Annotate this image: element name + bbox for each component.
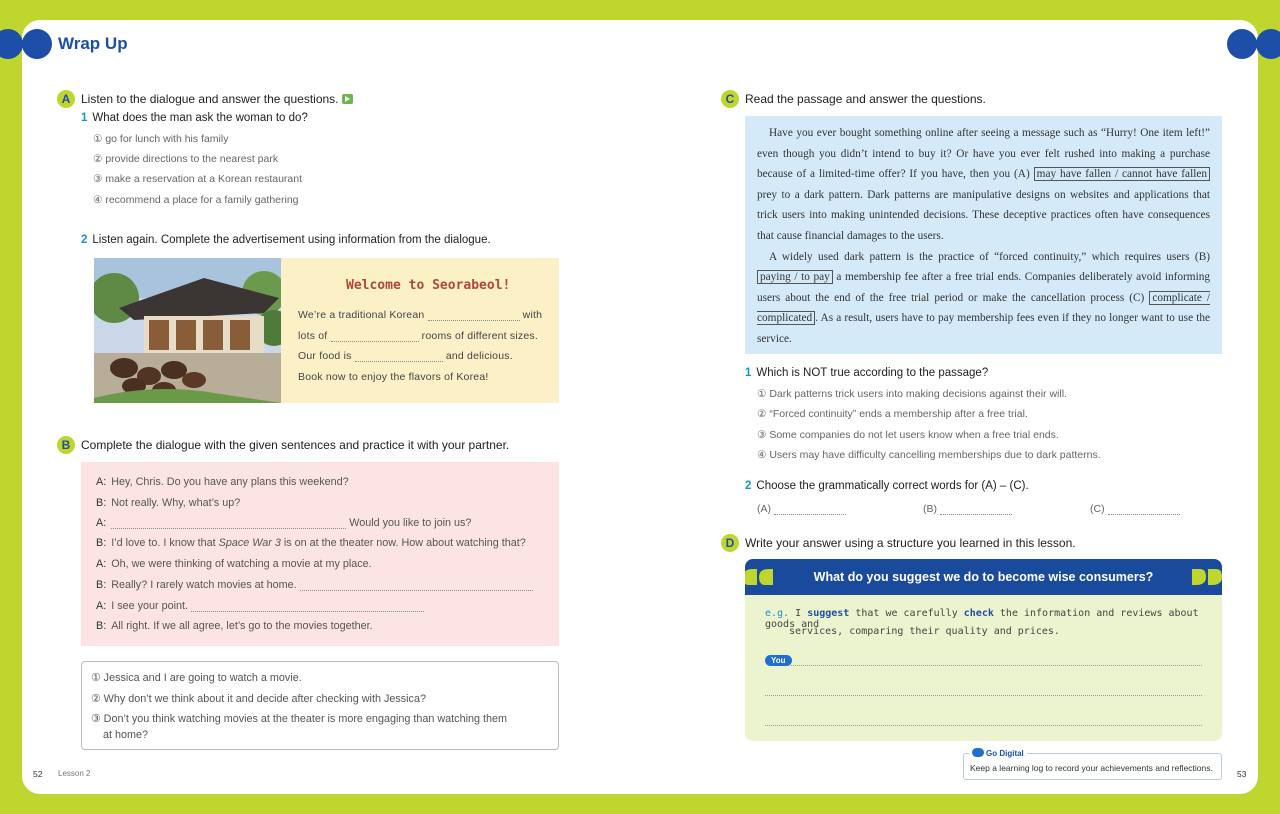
answer-blank[interactable] — [111, 528, 346, 529]
reading-passage — [745, 116, 1222, 354]
answer-a: (A) — [757, 503, 846, 515]
answer-c: (C) — [1090, 503, 1180, 515]
hanok-photo — [94, 258, 281, 403]
ad-title: Welcome to Seorabeol! — [346, 278, 511, 293]
answer-blank[interactable] — [1108, 514, 1180, 515]
answer-blank[interactable] — [331, 341, 419, 342]
dialogue-line: A: I see your point. — [96, 600, 424, 612]
dialogue-line: B: All right. If we all agree, let’s go to the movies together. — [96, 620, 373, 632]
choice-box-a[interactable]: may have fallen / cannot have fallen — [1034, 167, 1210, 181]
section-c-badge: C — [721, 90, 739, 108]
option[interactable]: ④ Users may have difficulty cancelling memberships due to dark patterns. — [757, 449, 1101, 461]
lesson-label: Lesson 2 — [58, 769, 91, 778]
question-c1: 1 Which is NOT true according to the passage? — [745, 367, 989, 379]
section-a-badge: A — [57, 90, 75, 108]
option[interactable]: ④ recommend a place for a family gathering — [93, 194, 299, 206]
section-d-instruction: Write your answer using a structure you learned in this lesson. — [745, 536, 1076, 550]
choices-box — [81, 661, 559, 750]
choice-box-b[interactable]: paying / to pay — [757, 270, 833, 284]
section-c-instruction: Read the passage and answer the questions. — [745, 92, 986, 106]
question-c2: 2 Choose the grammatically correct words for (A) – (C). — [745, 480, 1029, 492]
go-digital-box[interactable] — [963, 749, 1222, 780]
quote-close-icon — [1190, 567, 1222, 587]
choice[interactable]: ① Jessica and I are going to watch a movie. — [91, 672, 302, 684]
dialogue-line: B: Not really. Why, what’s up? — [96, 497, 241, 509]
ad-line: Our food is and delicious. — [298, 350, 513, 362]
example-sentence: e.g. I suggest that we carefully check the information and reviews about goods and — [765, 608, 1199, 630]
dialogue-box — [81, 462, 559, 646]
dialogue-line: B: Really? I rarely watch movies at home. — [96, 579, 533, 591]
cloud-icon — [972, 748, 984, 757]
writing-panel — [745, 559, 1222, 741]
page-number-right: 53 — [1237, 769, 1247, 779]
writing-line[interactable] — [765, 725, 1202, 726]
answer-blank[interactable] — [774, 514, 846, 515]
option[interactable]: ③ make a reservation at a Korean restaurant — [93, 173, 303, 185]
option[interactable]: ② “Forced continuity” ends a membership after a free trial. — [757, 408, 1028, 420]
answer-blank[interactable] — [191, 611, 424, 612]
question-a1: 1 What does the man ask the woman to do? — [81, 112, 308, 124]
dialogue-line: B: I’d love to. I know that Space War 3 is on at the theater now. How about watching that? — [96, 537, 526, 549]
section-d-badge: D — [721, 534, 739, 552]
you-label: You — [765, 655, 792, 666]
quote-open-icon — [745, 567, 777, 587]
option[interactable]: ② provide directions to the nearest park — [93, 153, 279, 165]
question-a2: 2 Listen again. Complete the advertisement using information from the dialogue. — [81, 234, 491, 246]
audio-icon[interactable] — [342, 94, 353, 104]
ad-line: Book now to enjoy the flavors of Korea! — [298, 371, 489, 383]
choice[interactable]: ② Why don’t we think about it and decide after checking with Jessica? — [91, 693, 426, 705]
dialogue-line: A: Would you like to join us? — [96, 517, 472, 529]
corner-dot — [1227, 29, 1257, 59]
choice-continued: at home? — [103, 729, 149, 741]
section-a-instruction: Listen to the dialogue and answer the questions. — [81, 92, 353, 106]
go-digital-text: Keep a learning log to record your achievements and reflections. — [970, 763, 1213, 773]
ad-line: lots of rooms of different sizes. — [298, 330, 538, 342]
go-digital-label: Go Digital — [969, 748, 1027, 758]
paragraph: Have you ever bought something online after seeing a message such as “Hurry! One item left!” even though you didn’t intend to buy it? Or have you ever felt rushed into making a purchase because of a limited-time offer? If you have, then you (A) may have fallen / cannot have fallen prey to a dark pattern. Dark patterns are manipulative designs on websites and applications that trick users into making unintended decisions. These deceptive practices often have consequences that cause financial damages to the users. — [757, 127, 1210, 242]
option[interactable]: ③ Some companies do not let users know when a free trial ends. — [757, 429, 1059, 441]
section-b-instruction: Complete the dialogue with the given sentences and practice it with your partner. — [81, 438, 510, 452]
choice[interactable]: ③ Don’t you think watching movies at the theater is more engaging than watching them — [91, 713, 507, 725]
page-title: Wrap Up — [58, 34, 128, 53]
dialogue-line: A: Hey, Chris. Do you have any plans this weekend? — [96, 476, 349, 488]
writing-line[interactable] — [791, 665, 1202, 666]
corner-dot — [22, 29, 52, 59]
dialogue-line: A: Oh, we were thinking of watching a movie at my place. — [96, 558, 372, 570]
answer-blank[interactable] — [940, 514, 1012, 515]
option[interactable]: ① go for lunch with his family — [93, 133, 229, 145]
choice-box-c[interactable]: complicate / complicated — [757, 291, 1210, 325]
answer-blank[interactable] — [355, 361, 443, 362]
option[interactable]: ① Dark patterns trick users into making decisions against their will. — [757, 388, 1067, 400]
writing-line[interactable] — [765, 695, 1202, 696]
section-b-badge: B — [57, 436, 75, 454]
corner-dot — [0, 29, 23, 59]
answer-b: (B) — [923, 503, 1012, 515]
advertisement — [94, 258, 559, 403]
paragraph: A widely used dark pattern is the practice of “forced continuity,” which requires users (B) paying / to pay a membership fee after a free trial ends. Companies deliberately avoid informing users about the end of the free trial period or make the cancellation process (C) complicate / complicated . As a result, users have to pay membership fees even if they no longer want to use the service. — [757, 250, 1211, 345]
answer-blank[interactable] — [428, 320, 520, 321]
example-sentence-cont: services, comparing their quality and prices. — [789, 626, 1060, 637]
answer-blank[interactable] — [300, 590, 533, 591]
page-number-left: 52 — [33, 769, 43, 779]
ad-line: We’re a traditional Korean with — [298, 309, 543, 321]
writing-prompt: What do you suggest we do to become wise consumers? — [745, 559, 1222, 595]
corner-dot — [1256, 29, 1280, 59]
